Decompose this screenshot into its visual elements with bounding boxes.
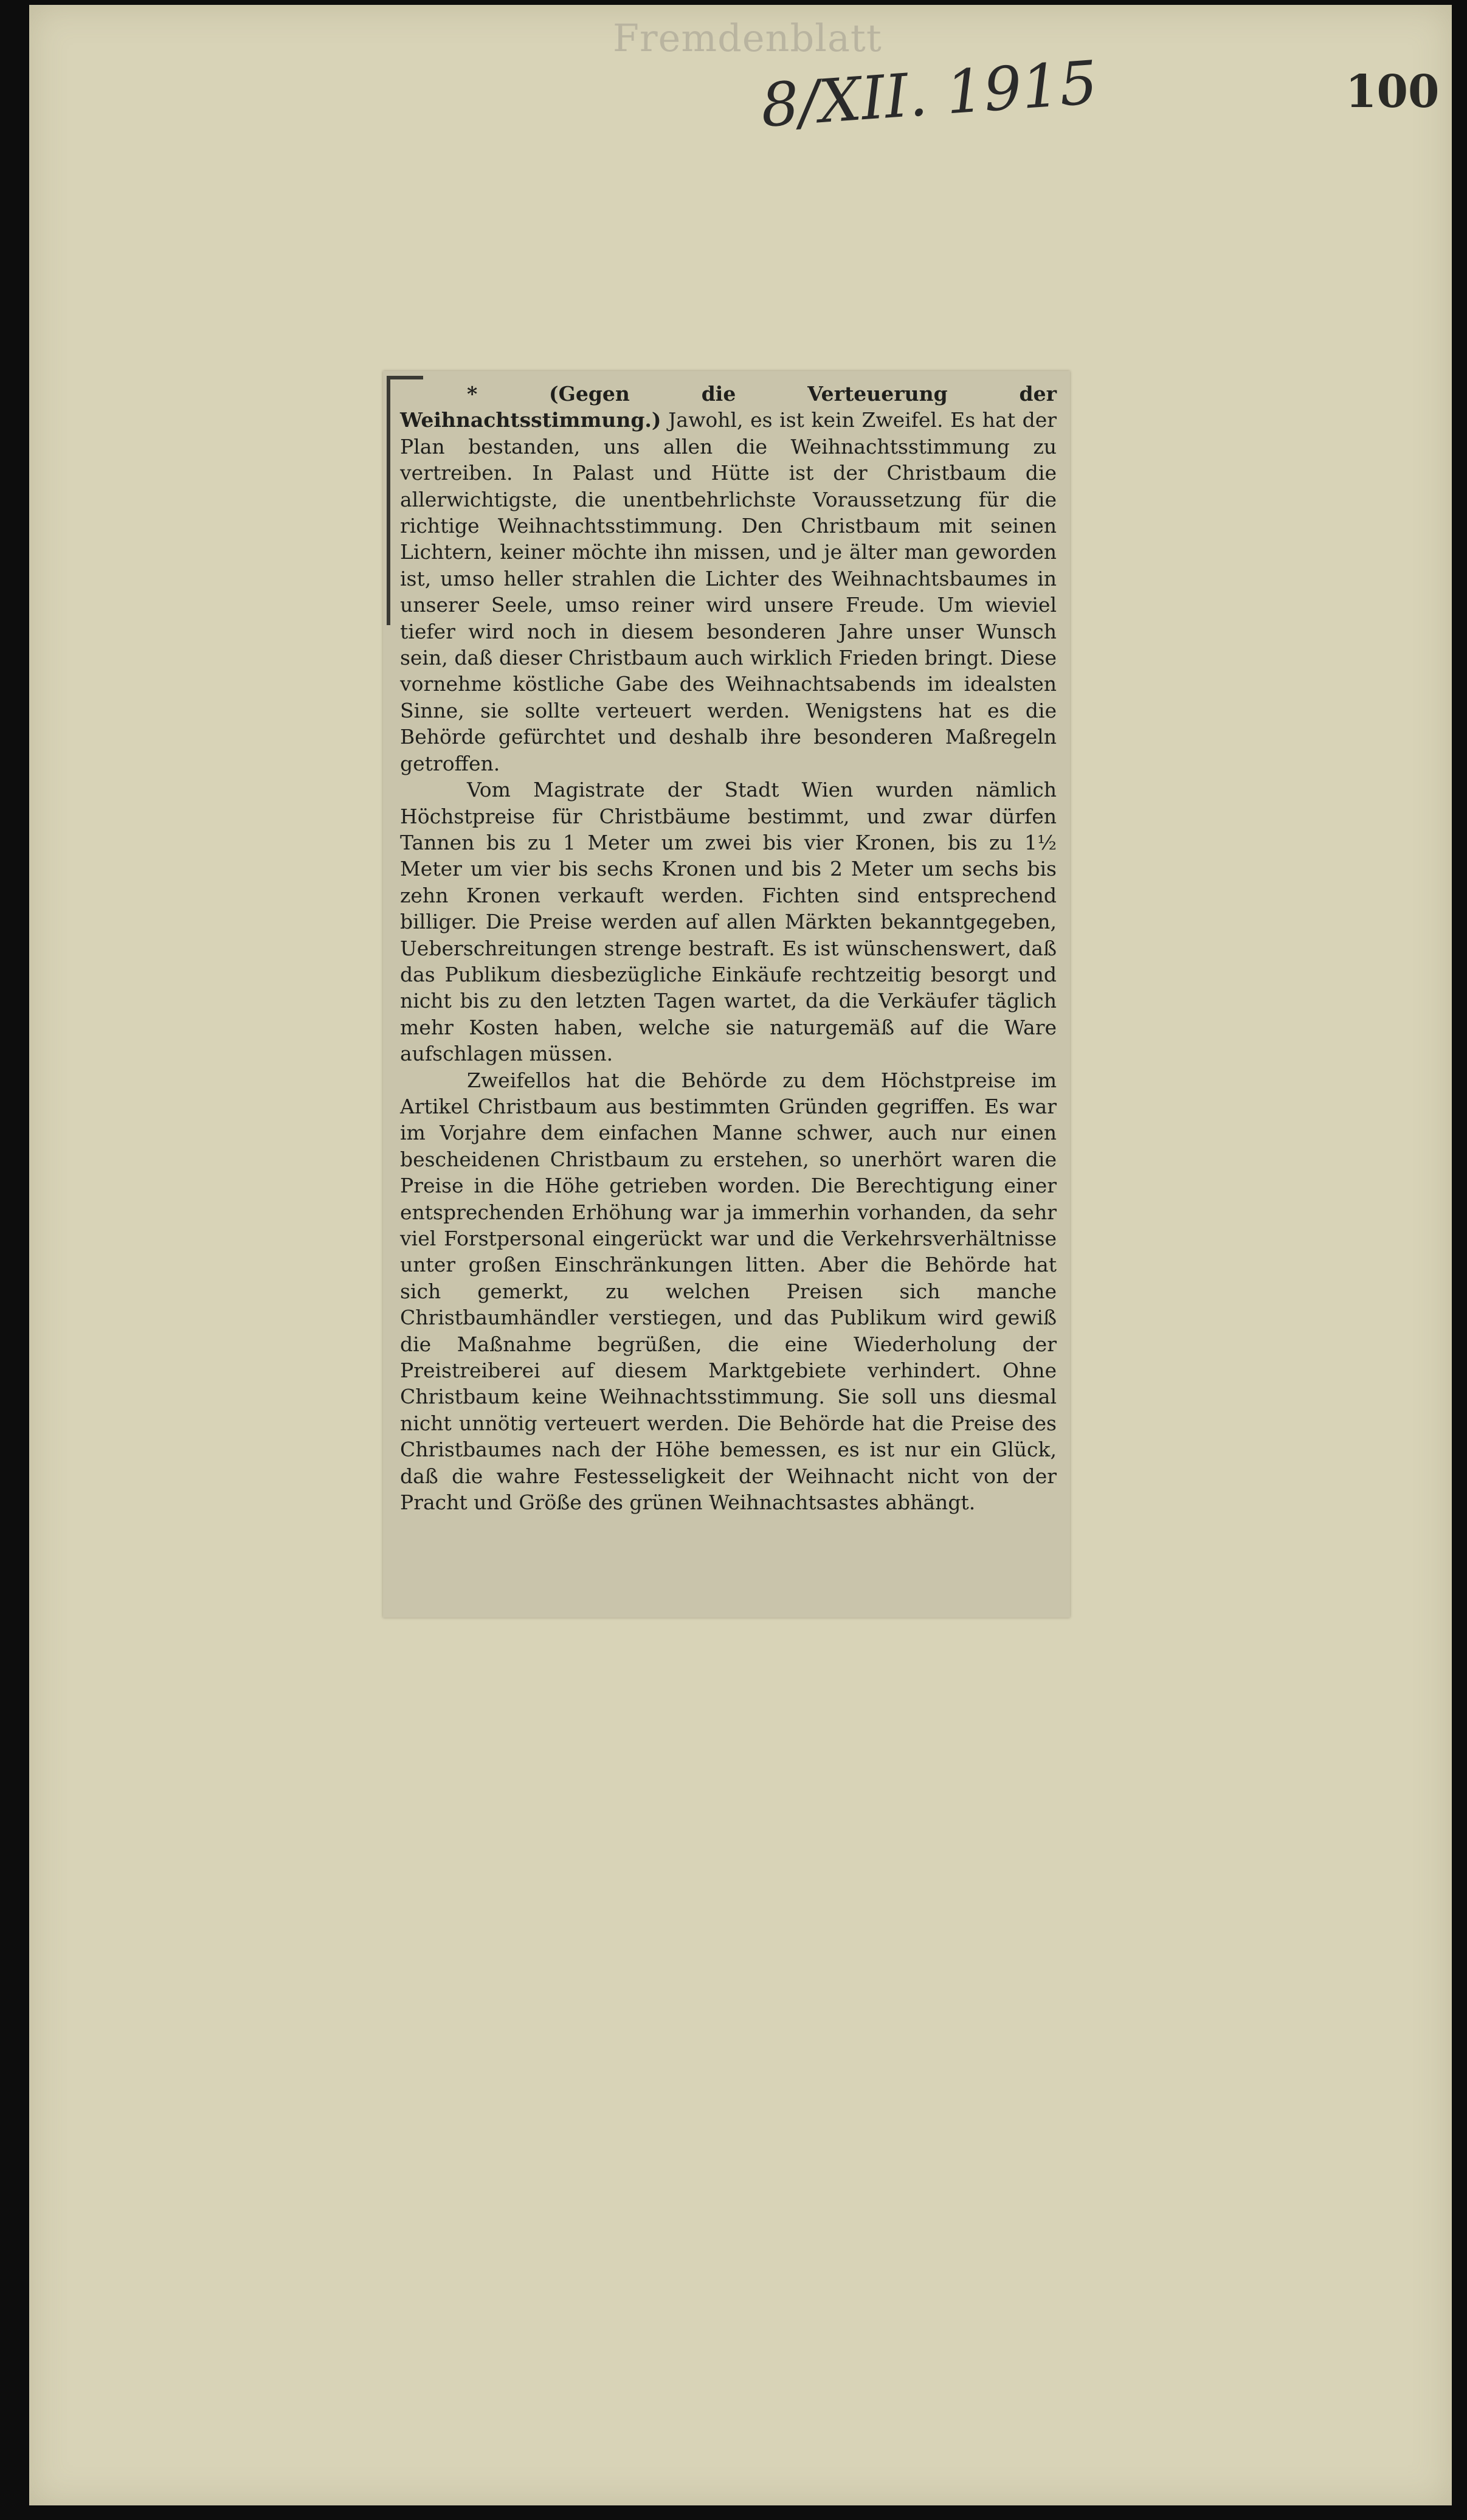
handwritten-date: 8/XII. 1915 [759, 48, 1100, 141]
newspaper-clipping [383, 371, 1070, 1618]
page-number: 100 [1345, 66, 1440, 118]
bracket-mark-vertical [387, 376, 390, 625]
bracket-mark [387, 376, 423, 379]
article-paragraph: Jawohl, es ist kein Zweifel. Es hat der Plan bestanden, uns allen die Weihnachtsstimmung zu vertreiben. In Palast und Hütte ist der Christbaum die allerwichtigste, die unentbehrlichste Voraussetzung für die richtige Weihnachtsstimmung. Den Christbaum mit seinen Lichtern, keiner möchte ihn missen, und je älter man geworden ist, umso heller strahlen die Lichter des Weihnachtsbaumes in unserer Seele, umso reiner wird unsere Freude. Um wieviel tiefer wird noch in diesem besonderen Jahre unser Wunsch sein, daß dieser Christbaum auch wirklich Frieden bringt. Diese vornehme köstliche Gabe des Weihnachtsabends im idealsten Sinne, sie sollte verteuert werden. Wenigstens hat es die Behörde gefürchtet und deshalb ihre besonderen Maßregeln getroffen. [400, 408, 1057, 775]
newspaper-stamp: Fremdenblatt [613, 16, 882, 60]
article-first-paragraph [400, 381, 1057, 777]
article-paragraph: Zweifellos hat die Behörde zu dem Höchstpreise im Artikel Christbaum aus bestimmten Gründen gegriffen. Es war im Vorjahre dem einfachen Manne schwer, auch nur einen bescheidenen Christbaum zu erstehen, so unerhört waren die Preise in die Höhe getrieben worden. Die Berechtigung einer entsprechenden Erhöhung war ja immerhin vorhanden, da sehr viel Forstpersonal eingerückt war und die Verkehrsverhältnisse unter großen Einschränkungen litten. Aber die Behörde hat sich gemerkt, zu welchen Preisen sich manche Christbaumhändler verstiegen, und das Publikum wird gewiß die Maßnahme begrüßen, die eine Wiederholung der Preistreiberei auf diesem Marktgebiete verhindert. Ohne Christbaum keine Weihnachtsstimmung. Sie soll uns diesmal nicht unnötig verteuert werden. Die Behörde hat die Preise des Christbaumes nach der Höhe bemessen, es ist nur ein Glück, daß die wahre Festesseligkeit der Weihnacht nicht von der Pracht und Größe des grünen Weihnachtsastes abhängt. [400, 1068, 1057, 1515]
article-paragraph: Vom Magistrate der Stadt Wien wurden nämlich Höchstpreise für Christbäume bestimmt, und zwar dürfen Tannen bis zu 1 Meter um zwei bis vier Kronen, bis zu 1½ Meter um vier bis sechs Kronen und bis 2 Meter um sechs bis zehn Kronen verkauft werden. Fichten sind entsprechend billiger. Die Preise werden auf allen Märkten bekanntgegeben, Ueberschreitungen strenge bestraft. Es ist wünschenswert, daß das Publikum diesbezügliche Einkäufe rechtzeitig besorgt und nicht bis zu den letzten Tagen wartet, da die Verkäufer täglich mehr Kosten haben, welche sie naturgemäß auf die Ware aufschlagen müssen. [400, 778, 1057, 1066]
article-headline: * (Gegen die Verteuerung der Weihnachtsstimmung.) [400, 382, 1057, 432]
article-body [400, 381, 1057, 1515]
